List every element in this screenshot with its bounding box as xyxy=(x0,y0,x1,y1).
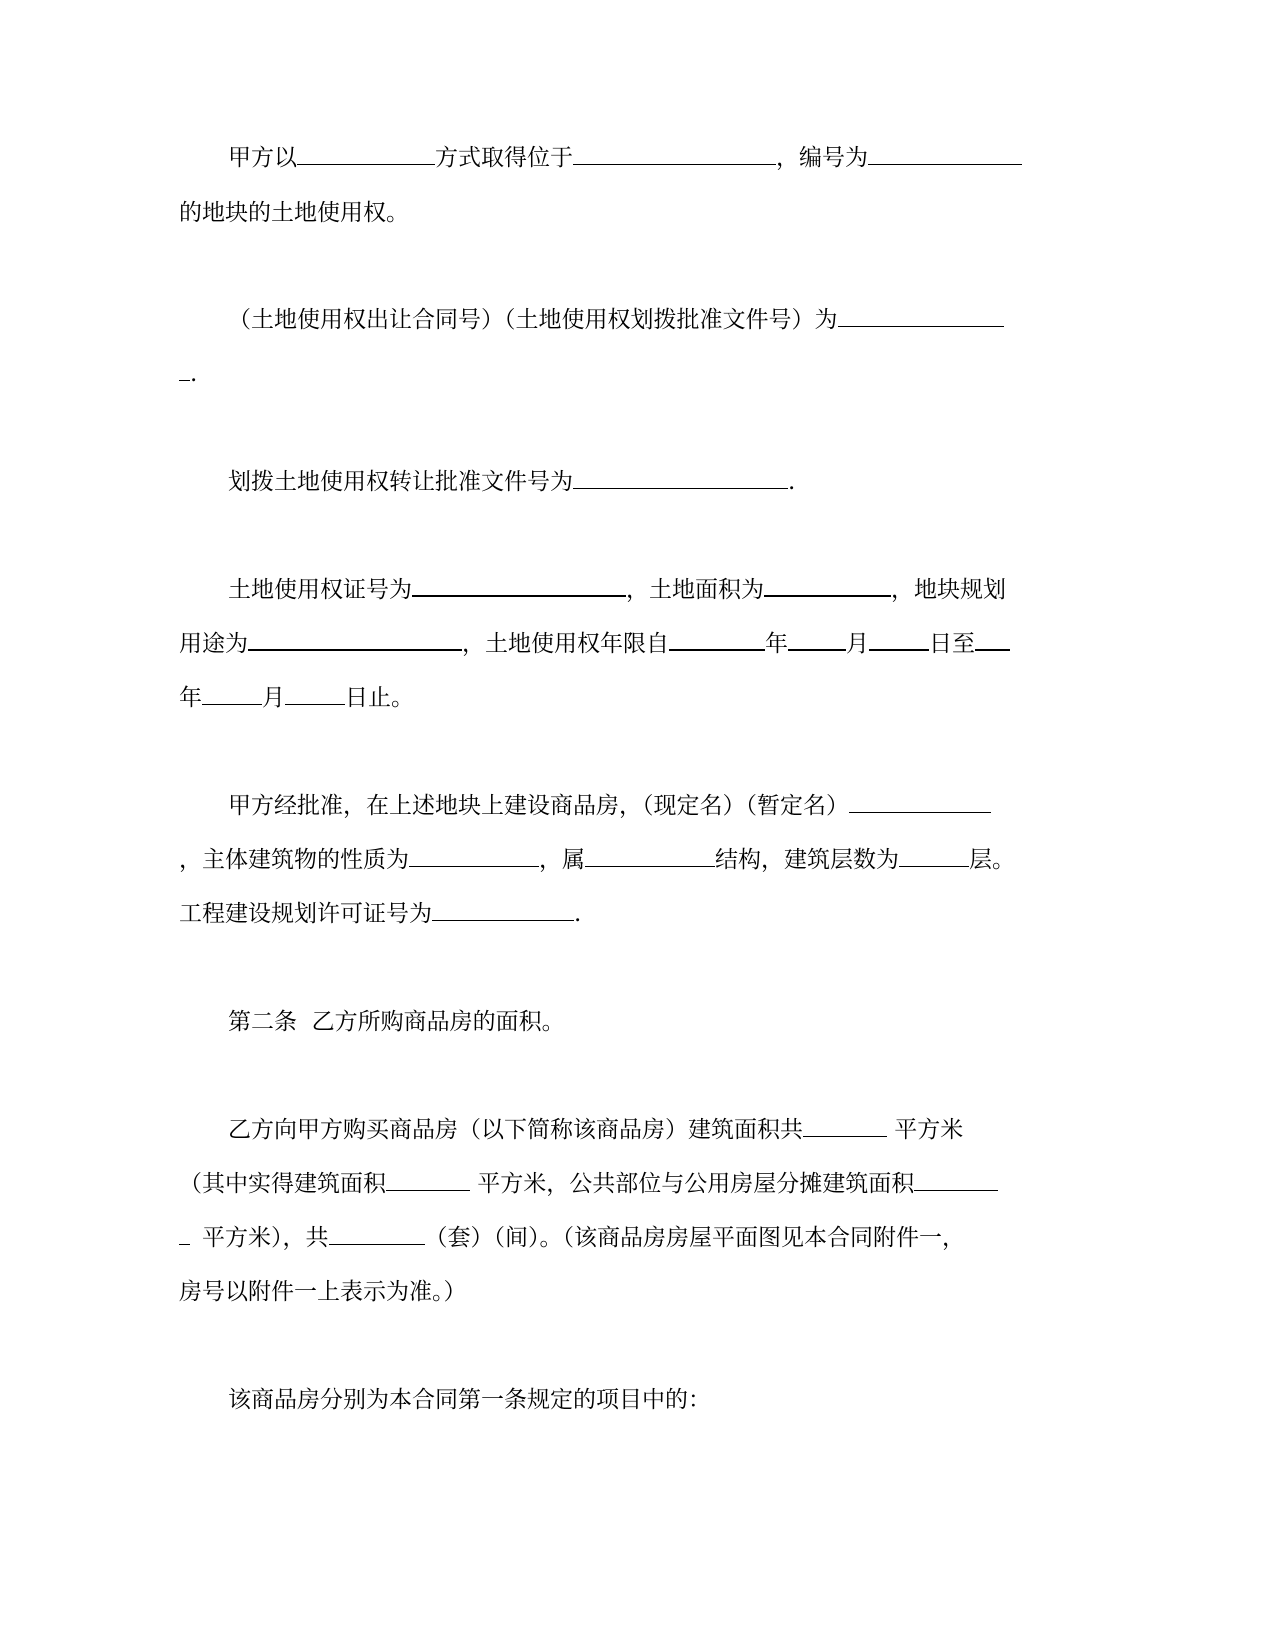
p3-l1-text-b: . xyxy=(788,469,796,495)
p4-l3-text-b: 月 xyxy=(262,685,285,711)
planning-permit-number-field[interactable] xyxy=(432,895,574,921)
p4-l2-text-d: 月 xyxy=(846,631,869,657)
p4-line2 xyxy=(179,624,1010,664)
p8-line1 xyxy=(228,1380,711,1420)
land-certificate-number-field[interactable] xyxy=(412,570,626,597)
term-start-month-field[interactable] xyxy=(788,624,846,651)
p1-line1 xyxy=(228,138,1022,178)
p4-l2-text-c: 年 xyxy=(765,631,788,657)
term-end-day-field[interactable] xyxy=(285,679,345,705)
p6-line1 xyxy=(228,1002,565,1042)
transfer-approval-number-field[interactable] xyxy=(573,463,788,489)
floor-count-field[interactable] xyxy=(899,841,969,867)
p1-line2 xyxy=(179,193,409,233)
p1-l2-text-a: 的地块的土地使用权。 xyxy=(179,200,409,226)
p4-l2-text-a: 用途为 xyxy=(179,631,248,657)
p5-line3 xyxy=(179,894,581,934)
p3-line1 xyxy=(228,462,795,502)
term-end-month-field[interactable] xyxy=(202,679,262,705)
p2-line1 xyxy=(228,300,1004,340)
p4-l3-text-c: 日止。 xyxy=(345,685,414,711)
p2-line2 xyxy=(179,354,197,394)
structure-type-field[interactable] xyxy=(585,841,715,867)
p5-l2-text-c: 结构，建筑层数为 xyxy=(715,847,899,873)
p5-l1-text-a: 甲方经批准，在上述地块上建设商品房，（现定名）（暂定名） xyxy=(228,793,849,819)
p5-line2 xyxy=(179,840,1015,880)
plot-number-field[interactable] xyxy=(868,139,1022,165)
p8-l1-text-a: 该商品房分别为本合同第一条规定的项目中的： xyxy=(228,1387,711,1413)
building-nature-field[interactable] xyxy=(409,841,539,867)
p4-l1-text-c: ，地块规划 xyxy=(891,577,1006,603)
p7-l3-text-b: （套）（间）。（该商品房房屋平面图见本合同附件一， xyxy=(424,1225,965,1251)
land-contract-number-field-cont[interactable] xyxy=(179,355,190,381)
p7-l1-text-b: 平方米 xyxy=(887,1117,964,1143)
p4-l2-text-b: ，土地使用权年限自 xyxy=(462,631,669,657)
actual-floor-area-field[interactable] xyxy=(386,1165,470,1191)
shared-area-field[interactable] xyxy=(914,1165,998,1191)
p1-l1-text-c: ，编号为 xyxy=(776,145,868,171)
p5-l2-text-a: ，主体建筑物的性质为 xyxy=(179,847,409,873)
p5-l2-text-b: ，属 xyxy=(539,847,585,873)
land-location-field[interactable] xyxy=(573,139,776,165)
term-end-year-field[interactable] xyxy=(975,624,1010,651)
p4-l3-text-a: 年 xyxy=(179,685,202,711)
shared-area-field-cont[interactable] xyxy=(179,1219,190,1245)
p4-l2-text-e: 日至 xyxy=(929,631,975,657)
p2-l1-text-a: （土地使用权出让合同号）（土地使用权划拨批准文件号）为 xyxy=(228,307,838,333)
p2-l2-text-a: . xyxy=(190,361,198,387)
term-start-year-field[interactable] xyxy=(669,624,765,651)
p3-l1-text-a: 划拨土地使用权转让批准文件号为 xyxy=(228,469,573,495)
p7-l2-text-a: （其中实得建筑面积 xyxy=(179,1171,386,1197)
total-floor-area-field[interactable] xyxy=(803,1111,887,1137)
p7-line1 xyxy=(228,1110,963,1150)
p5-l3-text-a: 工程建设规划许可证号为 xyxy=(179,901,432,927)
p5-l2-text-d: 层。 xyxy=(969,847,1015,873)
p4-l1-text-a: 土地使用权证号为 xyxy=(228,577,412,603)
article-two-heading: 第二条 乙方所购商品房的面积。 xyxy=(228,1009,565,1035)
land-acquisition-method-field[interactable] xyxy=(297,139,435,165)
p7-l3-text-a: 平方米），共 xyxy=(202,1225,329,1251)
p5-l3-text-b: . xyxy=(574,901,582,927)
p7-line4 xyxy=(179,1272,467,1312)
term-start-day-field[interactable] xyxy=(869,624,929,651)
p7-l4-text-a: 房号以附件一上表示为准。） xyxy=(179,1279,467,1305)
p4-line1 xyxy=(228,570,1006,610)
unit-count-field[interactable] xyxy=(329,1219,425,1245)
p7-line3 xyxy=(179,1218,965,1258)
planned-use-field[interactable] xyxy=(248,624,462,651)
land-area-field[interactable] xyxy=(764,570,891,597)
project-name-field[interactable] xyxy=(849,787,991,813)
p7-line2 xyxy=(179,1164,998,1204)
p5-line1 xyxy=(228,786,991,826)
p1-l1-text-a: 甲方以 xyxy=(228,145,297,171)
p1-l1-text-b: 方式取得位于 xyxy=(435,145,573,171)
p7-l1-text-a: 乙方向甲方购买商品房（以下简称该商品房）建筑面积共 xyxy=(228,1117,803,1143)
land-contract-number-field[interactable] xyxy=(838,301,1004,327)
p7-l2-text-b: 平方米，公共部位与公用房屋分摊建筑面积 xyxy=(470,1171,915,1197)
p4-line3 xyxy=(179,678,414,718)
p4-l1-text-b: ，土地面积为 xyxy=(626,577,764,603)
